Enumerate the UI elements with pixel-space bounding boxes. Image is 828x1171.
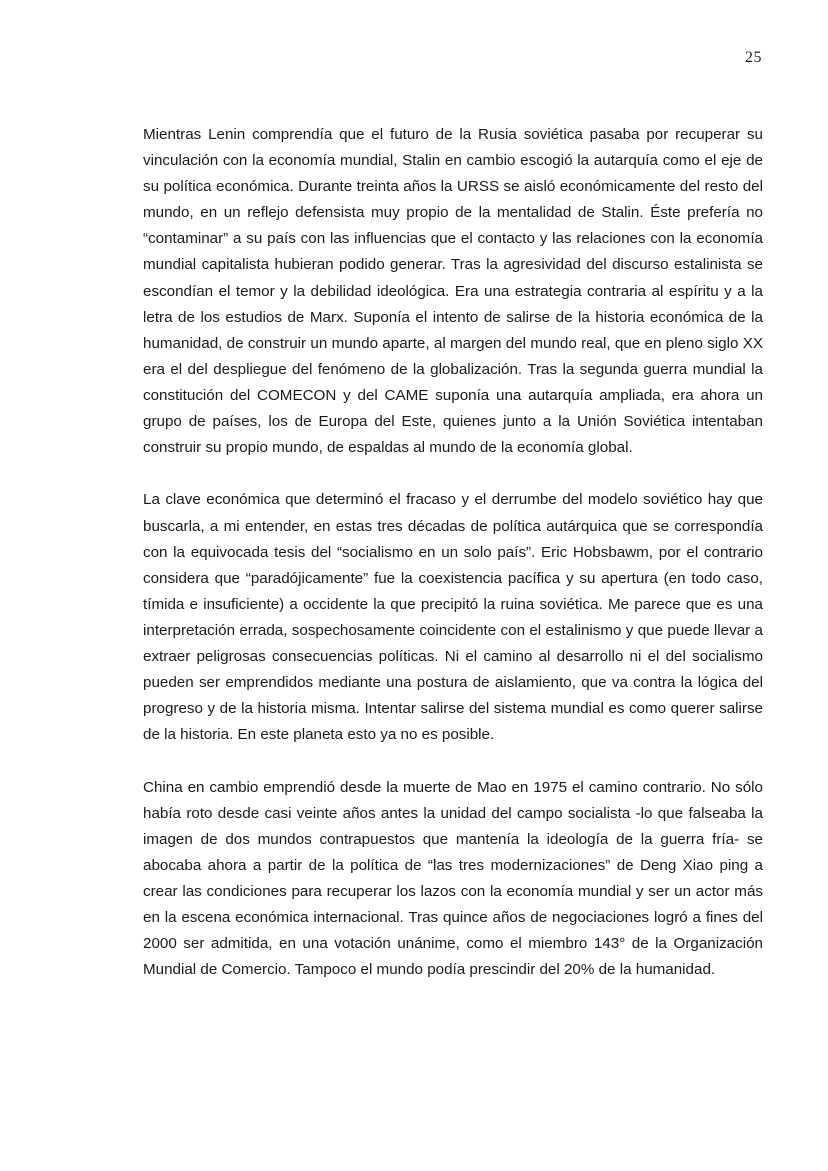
page-number: 25 bbox=[745, 49, 762, 66]
paragraph-soviet-collapse: La clave económica que determinó el fracaso y el derrumbe del modelo soviético hay que buscarla, a mi entender, en estas tres décadas de política autárquica que se correspondía con la equivocada tesis del “socialismo en un solo país”. Eric Hobsbawm, por el contrario considera que “paradójicamente” fue la coexistencia pacífica y su apertura (en todo caso, tímida e insuficiente) a occidente la que precipitó la ruina soviética. Me parece que es una interpretación errada, sospechosamente coincidente con el estalinismo y que puede llevar a extraer peligrosas consecuencias políticas. Ni el camino al desarrollo ni el del socialismo pueden ser emprendidos mediante una postura de aislamiento, que va contra la lógica del progreso y de la historia misma. Intentar salirse del sistema mundial es como querer salirse de la historia. En este planeta esto ya no es posible. bbox=[143, 491, 763, 744]
paragraph-china-opening: China en cambio emprendió desde la muerte de Mao en 1975 el camino contrario. No sólo había roto desde casi veinte años antes la unidad del campo socialista -lo que falseaba la imagen de dos mundos contrapuestos que mantenía la ideología de la guerra fría- se abocaba ahora a partir de la política de “las tres modernizaciones” de Deng Xiao ping a crear las condiciones para recuperar los lazos con la economía mundial y ser un actor más en la escena económica internacional. Tras quince años de negociaciones logró a fines del 2000 ser admitida, en una votación unánime, como el miembro 143° de la Organización Mundial de Comercio. Tampoco el mundo podía prescindir del 20% de la humanidad. bbox=[143, 778, 763, 979]
paragraph-stalin-autarky: Mientras Lenin comprendía que el futuro de la Rusia soviética pasaba por recuperar su vinculación con la economía mundial, Stalin en cambio escogió la autarquía como el eje de su política económica. Durante treinta años la URSS se aisló económicamente del resto del mundo, en un reflejo defensista muy propio de la mentalidad de Stalin. Éste prefería no “contaminar” a su país con las influencias que el contacto y las relaciones con la economía mundial capitalista hubieran podido generar. Tras la agresividad del discurso estalinista se escondían el temor y la debilidad ideológica. Era una estrategia contraria al espíritu y a la letra de los estudios de Marx. Suponía el intento de salirse de la historia económica de la humanidad, de construir un mundo aparte, al margen del mundo real, que en pleno siglo XX era el del despliegue del fenómeno de la globalización. Tras la segunda guerra mundial la constitución del COMECON y del CAME suponía una autarquía ampliada, era ahora un grupo de países, los de Europa del Este, quienes junto a la Unión Soviética intentaban construir su propio mundo, de espaldas al mundo de la economía global. bbox=[143, 126, 763, 457]
body-text bbox=[143, 122, 763, 1009]
